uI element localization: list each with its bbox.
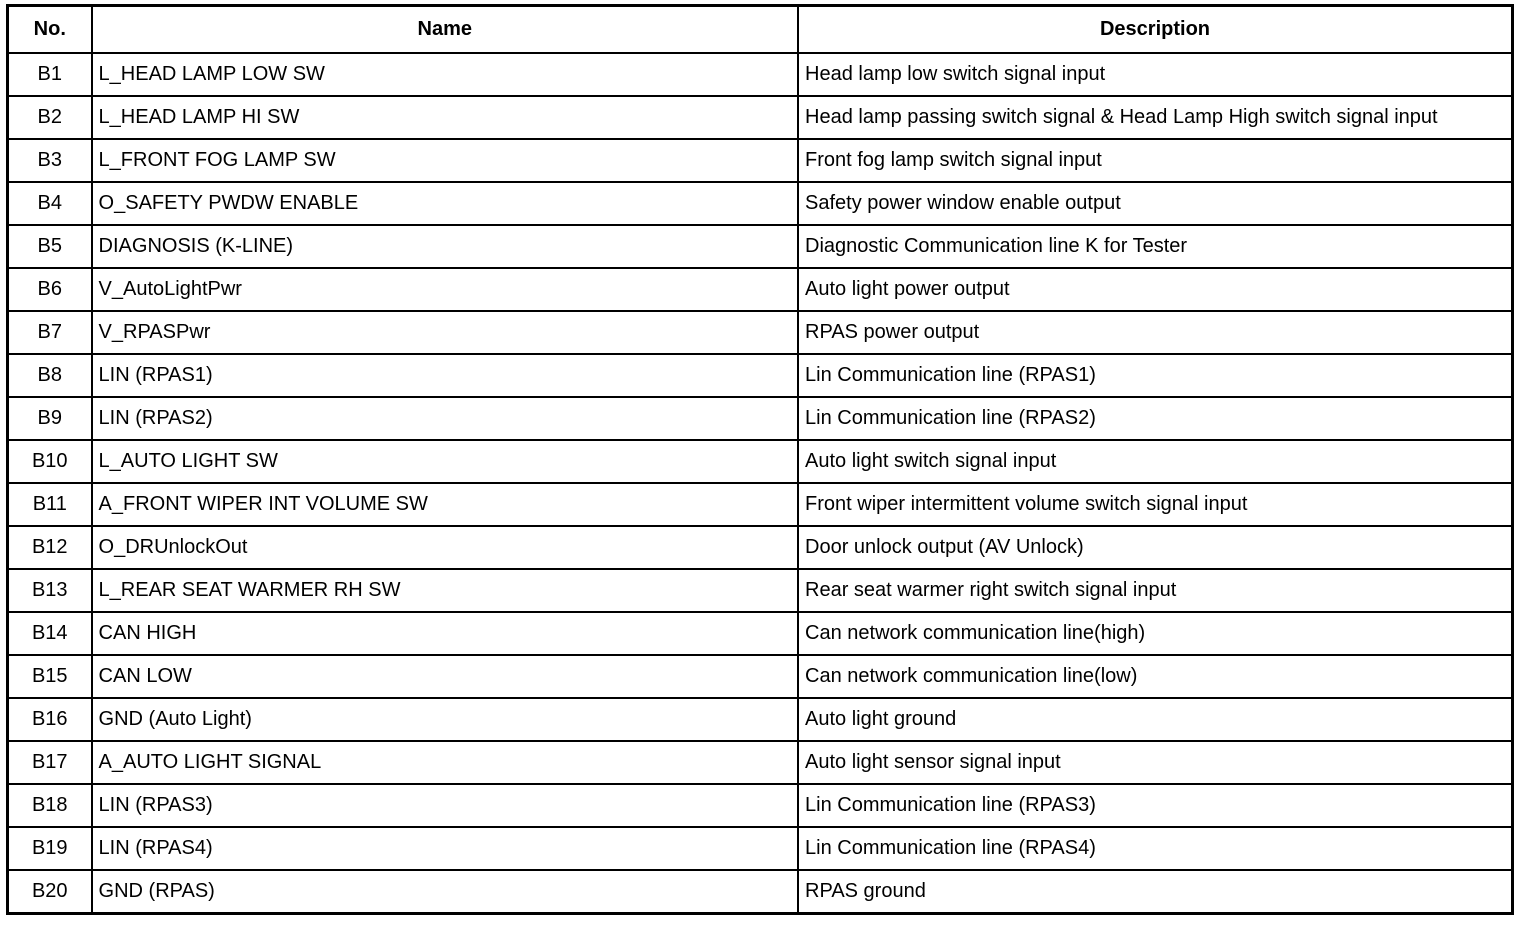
cell-name: LIN (RPAS3): [92, 784, 798, 827]
cell-no: B8: [8, 354, 92, 397]
cell-description: Auto light switch signal input: [798, 440, 1512, 483]
table-row: [8, 569, 1513, 612]
cell-name: O_SAFETY PWDW ENABLE: [92, 182, 798, 225]
cell-no: B20: [8, 870, 92, 914]
cell-description: Front wiper intermittent volume switch signal input: [798, 483, 1512, 526]
table-row: [8, 311, 1513, 354]
cell-no: B6: [8, 268, 92, 311]
table-row: [8, 96, 1513, 139]
cell-no: B15: [8, 655, 92, 698]
table-header-row: [8, 6, 1513, 54]
cell-name: LIN (RPAS4): [92, 827, 798, 870]
cell-name: A_AUTO LIGHT SIGNAL: [92, 741, 798, 784]
cell-description: Lin Communication line (RPAS1): [798, 354, 1512, 397]
cell-description: Auto light power output: [798, 268, 1512, 311]
cell-no: B18: [8, 784, 92, 827]
table-row: [8, 268, 1513, 311]
table-row: [8, 354, 1513, 397]
table-header: [8, 6, 1513, 54]
cell-no: B10: [8, 440, 92, 483]
cell-no: B19: [8, 827, 92, 870]
table-row: [8, 612, 1513, 655]
table-row: [8, 698, 1513, 741]
cell-name: LIN (RPAS2): [92, 397, 798, 440]
table-row: [8, 655, 1513, 698]
cell-description: Rear seat warmer right switch signal input: [798, 569, 1512, 612]
cell-description: Lin Communication line (RPAS3): [798, 784, 1512, 827]
cell-description: Diagnostic Communication line K for Tester: [798, 225, 1512, 268]
cell-description: Safety power window enable output: [798, 182, 1512, 225]
cell-name: L_AUTO LIGHT SW: [92, 440, 798, 483]
cell-no: B13: [8, 569, 92, 612]
table-row: [8, 182, 1513, 225]
column-header-description: Description: [798, 6, 1512, 54]
cell-name: O_DRUnlockOut: [92, 526, 798, 569]
cell-no: B3: [8, 139, 92, 182]
cell-no: B14: [8, 612, 92, 655]
cell-name: A_FRONT WIPER INT VOLUME SW: [92, 483, 798, 526]
table-body: [8, 53, 1513, 914]
table-row: [8, 397, 1513, 440]
column-header-no: No.: [8, 6, 92, 54]
cell-no: B7: [8, 311, 92, 354]
cell-name: LIN (RPAS1): [92, 354, 798, 397]
cell-no: B2: [8, 96, 92, 139]
cell-description: Lin Communication line (RPAS2): [798, 397, 1512, 440]
cell-no: B5: [8, 225, 92, 268]
cell-description: Head lamp low switch signal input: [798, 53, 1512, 96]
table-row: [8, 139, 1513, 182]
cell-name: L_HEAD LAMP HI SW: [92, 96, 798, 139]
cell-description: RPAS ground: [798, 870, 1512, 914]
table-row: [8, 870, 1513, 914]
cell-description: Auto light ground: [798, 698, 1512, 741]
cell-name: V_AutoLightPwr: [92, 268, 798, 311]
table-row: [8, 827, 1513, 870]
cell-name: L_FRONT FOG LAMP SW: [92, 139, 798, 182]
cell-no: B11: [8, 483, 92, 526]
cell-name: CAN LOW: [92, 655, 798, 698]
table-row: [8, 784, 1513, 827]
cell-name: L_REAR SEAT WARMER RH SW: [92, 569, 798, 612]
table-row: [8, 483, 1513, 526]
cell-name: CAN HIGH: [92, 612, 798, 655]
connector-pin-table: [6, 4, 1514, 915]
cell-no: B9: [8, 397, 92, 440]
cell-name: GND (RPAS): [92, 870, 798, 914]
cell-description: Auto light sensor signal input: [798, 741, 1512, 784]
cell-no: B12: [8, 526, 92, 569]
table-row: [8, 225, 1513, 268]
cell-name: L_HEAD LAMP LOW SW: [92, 53, 798, 96]
cell-description: Front fog lamp switch signal input: [798, 139, 1512, 182]
table-row: [8, 741, 1513, 784]
cell-name: V_RPASPwr: [92, 311, 798, 354]
cell-description: Head lamp passing switch signal & Head Lamp High switch signal input: [798, 96, 1512, 139]
table-row: [8, 526, 1513, 569]
cell-description: RPAS power output: [798, 311, 1512, 354]
cell-description: Can network communication line(high): [798, 612, 1512, 655]
cell-no: B16: [8, 698, 92, 741]
cell-description: Door unlock output (AV Unlock): [798, 526, 1512, 569]
cell-no: B1: [8, 53, 92, 96]
cell-name: GND (Auto Light): [92, 698, 798, 741]
table-row: [8, 53, 1513, 96]
table-row: [8, 440, 1513, 483]
cell-description: Can network communication line(low): [798, 655, 1512, 698]
cell-no: B17: [8, 741, 92, 784]
cell-no: B4: [8, 182, 92, 225]
cell-description: Lin Communication line (RPAS4): [798, 827, 1512, 870]
cell-name: DIAGNOSIS (K-LINE): [92, 225, 798, 268]
column-header-name: Name: [92, 6, 798, 54]
